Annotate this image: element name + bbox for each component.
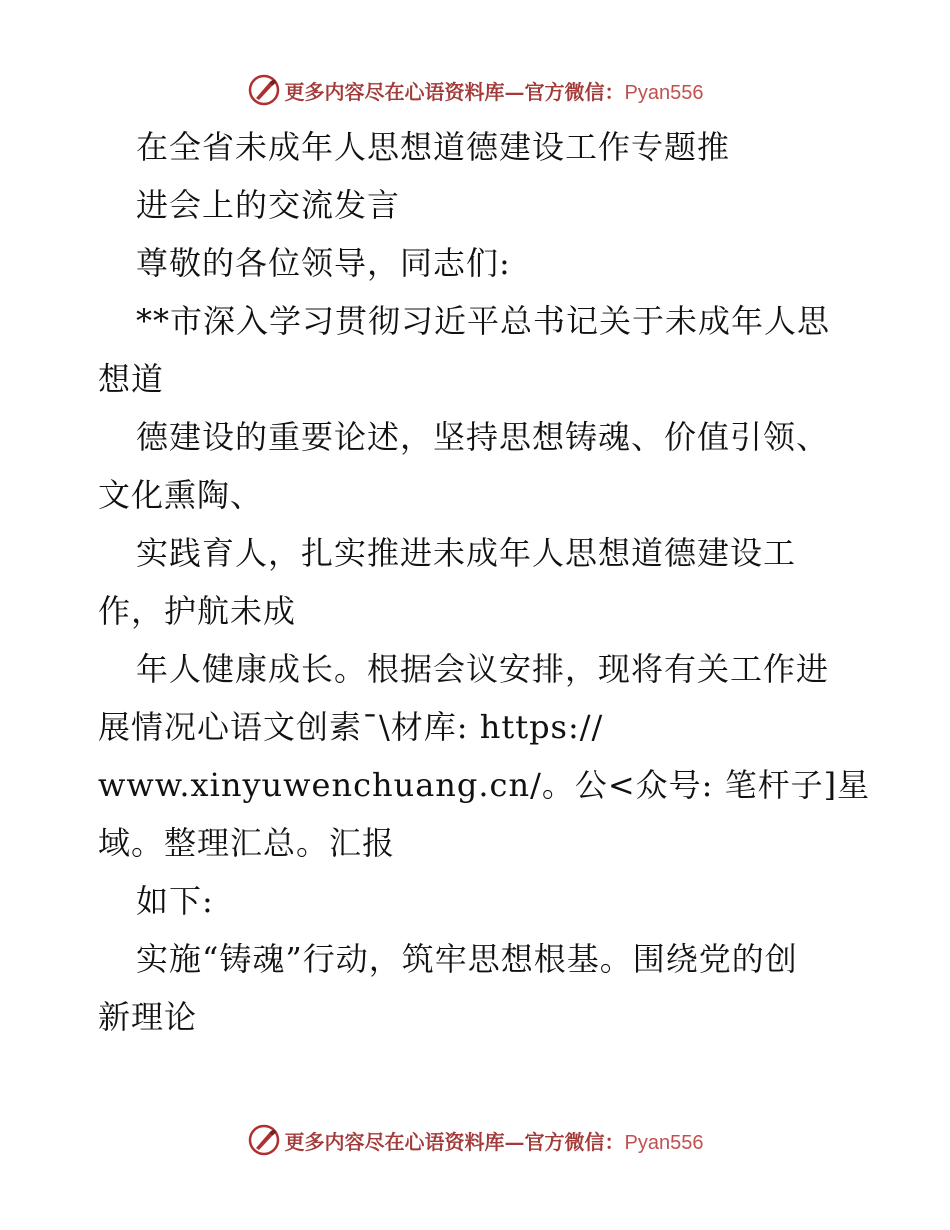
banner-text <box>285 76 704 105</box>
text-line: 域。整理汇总。汇报 <box>98 824 396 862</box>
banner-wechat-id: Pyan556 <box>624 81 704 104</box>
banner-dash: — <box>504 1129 525 1154</box>
banner-wechat-label: 官方微信： <box>524 79 625 104</box>
text-line: 如下: <box>136 882 214 920</box>
text-line: 年人健康成长。根据会议安排，现将有关工作进 <box>136 650 830 688</box>
text-line: 在全省未成年人思想道德建设工作专题推 <box>136 128 731 166</box>
text-line: 作，护航未成 <box>98 592 297 630</box>
banner-wechat-id: Pyan556 <box>624 1131 704 1154</box>
text-line: 进会上的交流发言 <box>136 186 401 224</box>
text-line: 尊敬的各位领导，同志们: <box>136 244 511 282</box>
text-line: **市深入学习贯彻习近平总书记关于未成年人思 <box>136 302 831 340</box>
text-line: 实施“铸魂”行动，筑牢思想根基。围绕党的创 <box>136 940 798 978</box>
text-line: 展情况心语文创素¯\材库: https:// <box>98 708 604 746</box>
text-line: 文化熏陶、 <box>98 476 264 514</box>
text-line: 德建设的重要论述，坚持思想铸魂、价值引领、 <box>136 418 830 456</box>
banner-dash: — <box>504 79 525 104</box>
banner-title: 更多内容尽在心语资料库 <box>284 1129 505 1154</box>
banner-text <box>285 1126 704 1155</box>
quill-logo-icon <box>247 73 281 107</box>
text-line: www.xinyuwenchuang.cn/。公<众号: 笔杆子]星 <box>98 766 871 804</box>
banner-wechat-label: 官方微信： <box>524 1129 625 1154</box>
quill-logo-icon <box>247 1123 281 1157</box>
text-line: 新理论 <box>98 998 198 1036</box>
banner-title: 更多内容尽在心语资料库 <box>284 79 505 104</box>
document-body <box>98 118 871 1046</box>
text-line: 想道 <box>98 360 165 398</box>
header-watermark-banner <box>0 70 950 110</box>
footer-watermark-banner <box>0 1120 950 1160</box>
text-line: 实践育人，扎实推进未成年人思想道德建设工 <box>136 534 797 572</box>
